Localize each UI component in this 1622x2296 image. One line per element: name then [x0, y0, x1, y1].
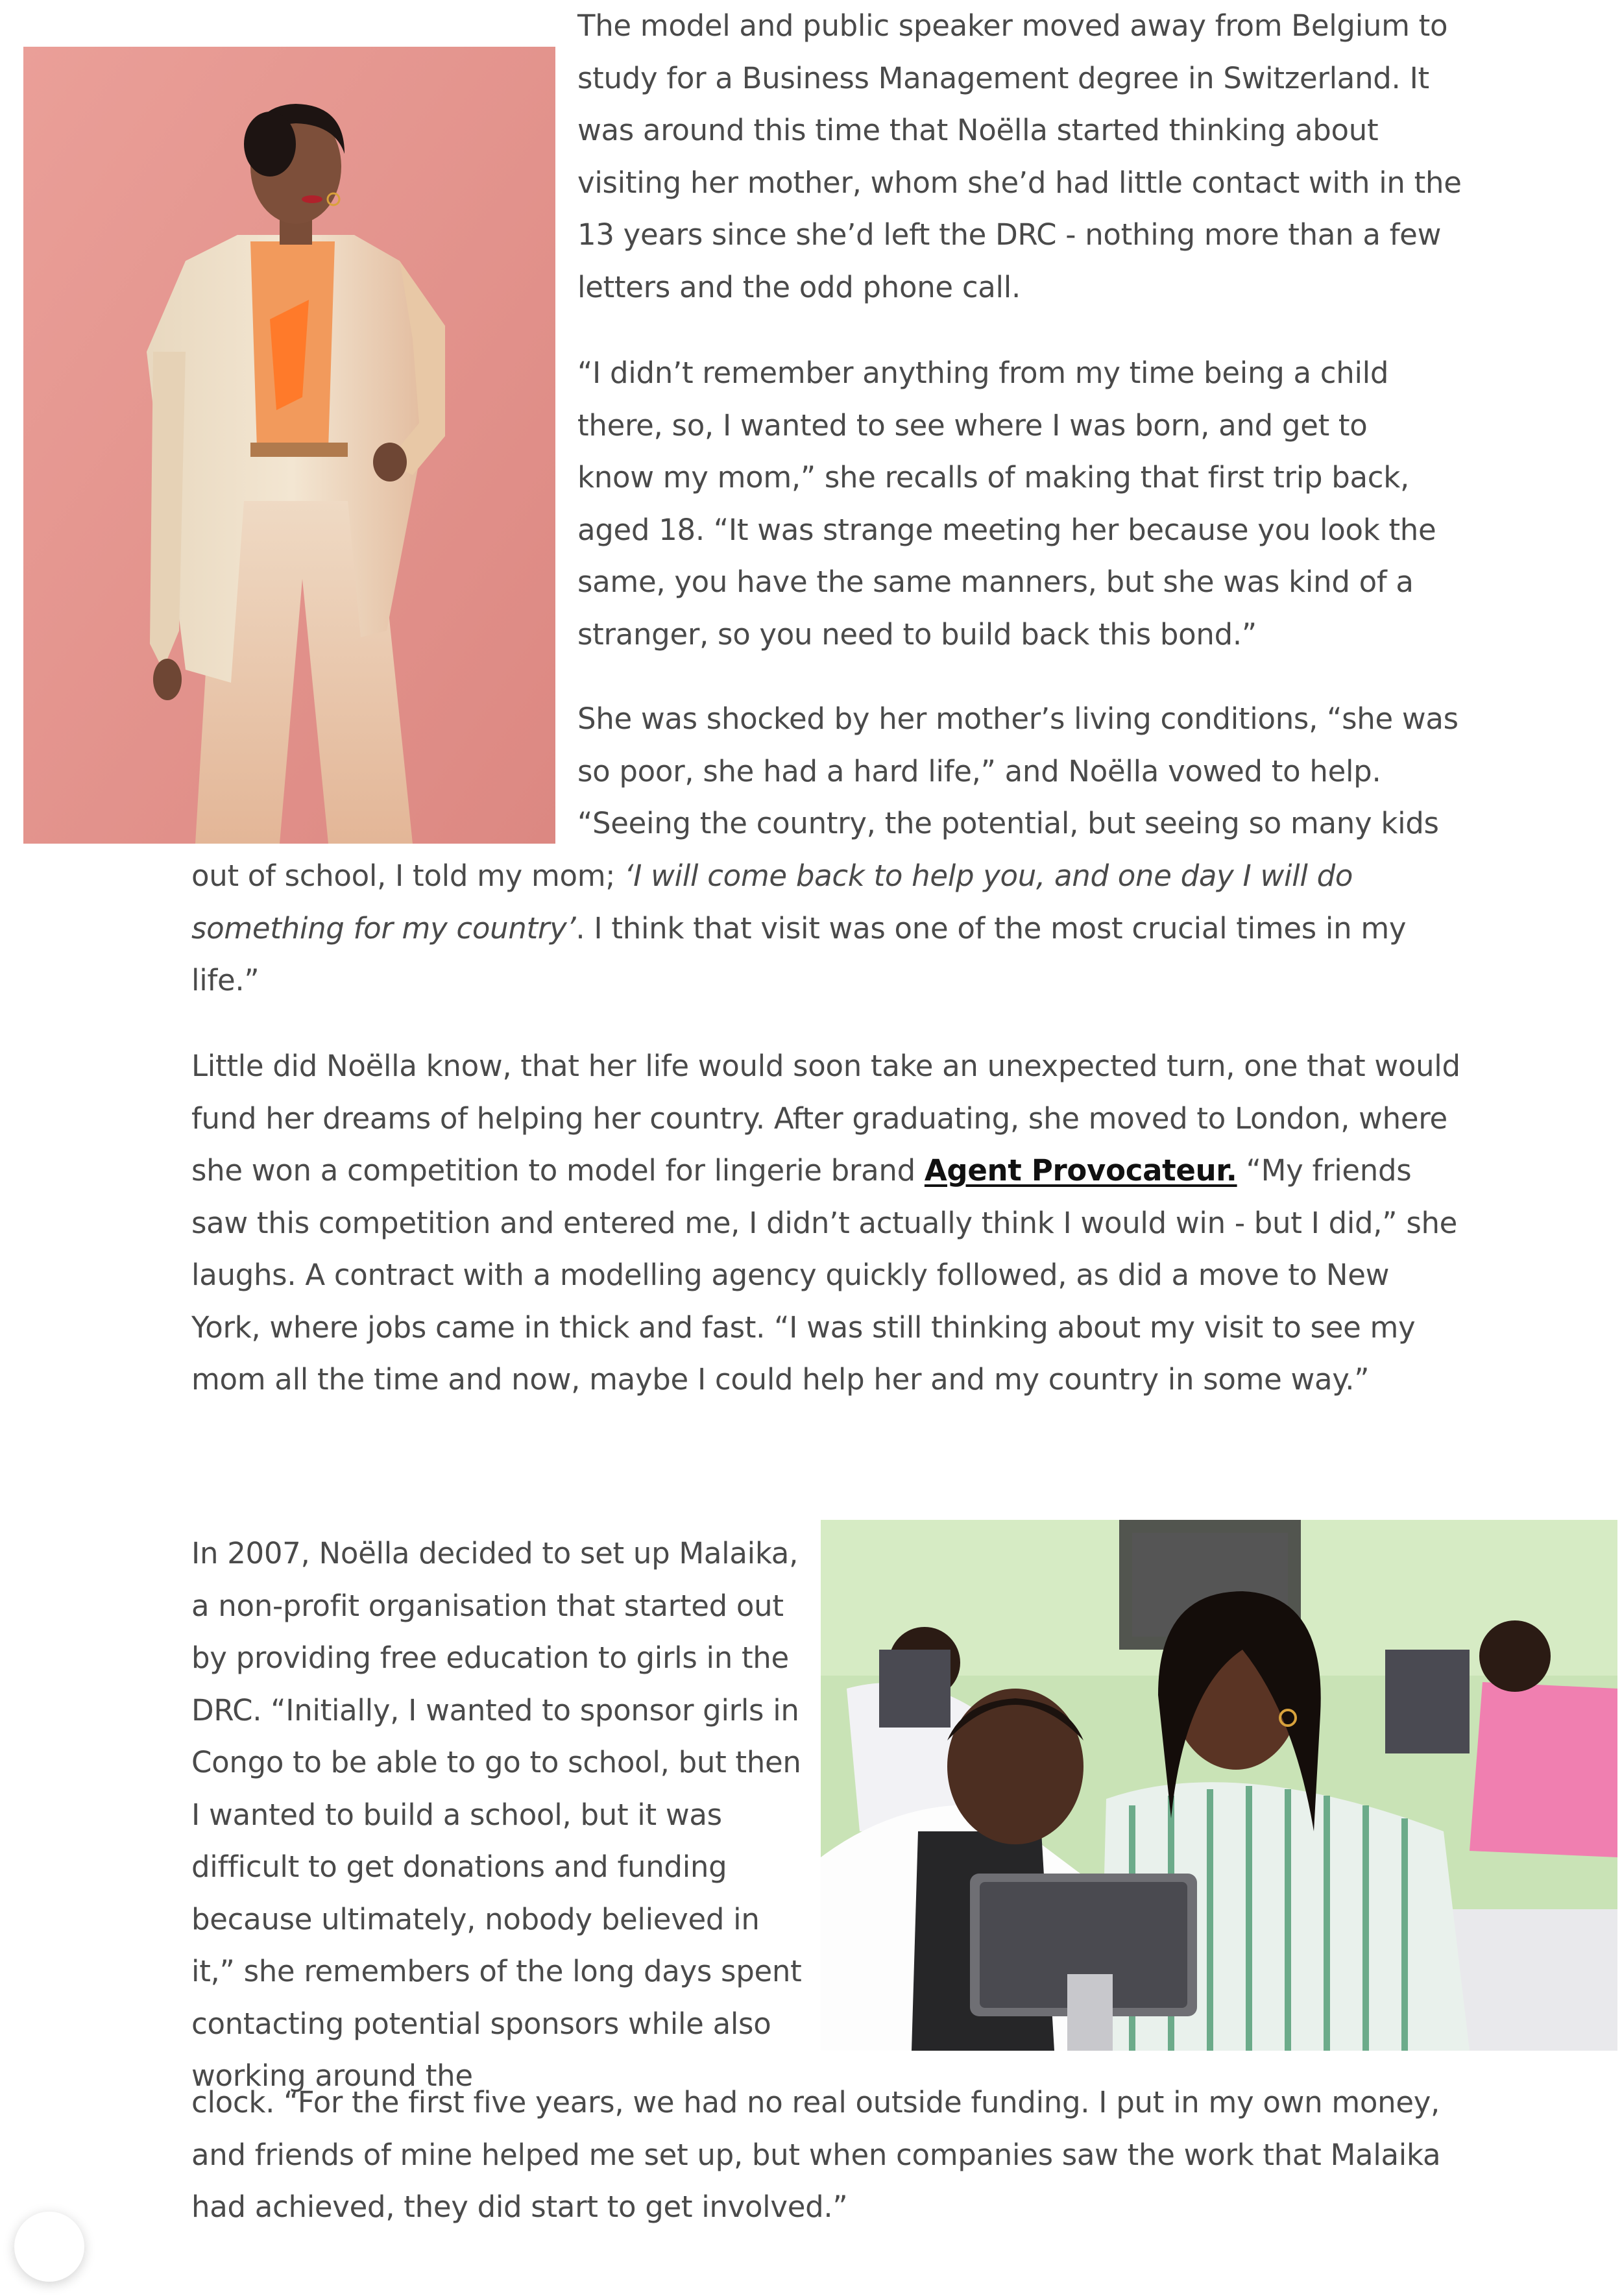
paragraph-fragment: “My friends saw this competition and entered me, I didn’t actually think I would win - but I did,” she laughs. A contract with a modelling agency quickly followed, as did a move to New York, where jobs came in thick and fast. “I was still thinking about my visit to see my mom all the time and now, maybe I could help her and my country in some way.” — [191, 1153, 1458, 1397]
classroom-photo — [821, 1520, 1617, 2051]
paragraph-text — [191, 1040, 1463, 1406]
paragraph-text: She was shocked by her mother’s living conditions, “she was so poor, she had a hard life,” and Noëlla vowed to help. “Seeing the country, the potential, but seeing so many kids — [577, 702, 1459, 840]
portrait-photo — [23, 47, 555, 844]
italic-quote: ‘I will come back to help you, and one day I will do something for my country’ — [191, 859, 1353, 946]
floating-action-button[interactable] — [14, 2212, 84, 2282]
agent-provocateur-link[interactable]: Agent Provocateur. — [924, 1153, 1237, 1188]
article-paragraph-3-continued — [191, 850, 1463, 1007]
paragraph-fragment: Little did Noëlla know, that her life would soon take an unexpected turn, one that would fund her dreams of helping her country. After graduating, she moved to London, where she won a competition to model for lingerie brand — [191, 1049, 1460, 1188]
paragraph-text — [191, 850, 1463, 1007]
article-paragraph-5-continued — [191, 2077, 1463, 2234]
article-paragraph-1 — [577, 0, 1473, 313]
article-paragraph-5 — [191, 1528, 806, 2103]
portrait-illustration — [23, 47, 555, 844]
classroom-illustration — [821, 1520, 1617, 2051]
paragraph-text: “I didn’t remember anything from my time being a child there, so, I wanted to see where I was born, and get to know my mom,” she recalls of making that first trip back, aged 18. “It was strange meeting her because you look the same, you have the same manners, but she was kind of a stranger, so you need to build back this bond.” — [577, 356, 1436, 652]
article-paragraph-4 — [191, 1040, 1463, 1406]
paragraph-text: The model and public speaker moved away from Belgium to study for a Business Management degree in Switzerland. It was around this time that Noëlla started thinking about visiting her mother, whom she’d had little contact with in the 13 years since she’d left the DRC - nothing more than a few letters and the odd phone call. — [577, 8, 1462, 304]
paragraph-text: clock. “For the first five years, we had no real outside funding. I put in my own money, and friends of mine helped me set up, but when companies saw the work that Malaika had achieved, they did start to get involved.” — [191, 2085, 1441, 2224]
paragraph-fragment: . I think that visit was one of the most crucial times in my life.” — [191, 910, 1407, 997]
paragraph-fragment: out of school, I told my mom; — [191, 859, 625, 893]
paragraph-text: In 2007, Noëlla decided to set up Malaika, a non-profit organisation that started out by providing free education to girls in the DRC. “Initially, I wanted to sponsor girls in Congo to be able to go to school, but then I wanted to build a school, but it was difficult to get donations and funding because ultimately, nobody believed in it,” she remembers of the long days spent contacting potential sponsors while also working around the — [191, 1536, 802, 2093]
article-paragraph-3 — [577, 693, 1466, 850]
article-paragraph-2 — [577, 347, 1440, 661]
